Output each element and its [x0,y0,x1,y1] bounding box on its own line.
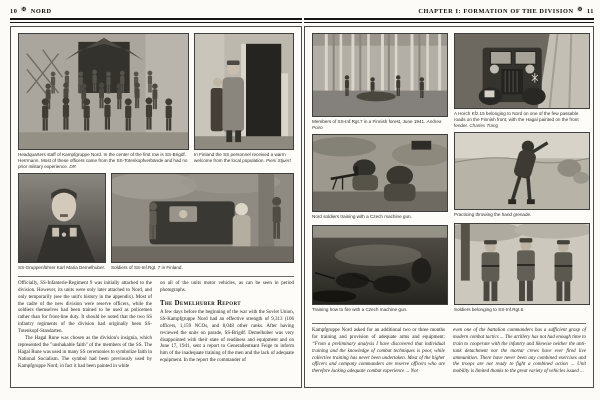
photo-horch-road [454,33,590,109]
photo-finland-welcome [194,33,294,150]
page-number-left: 10 [10,7,18,15]
cross-icon: ✠ [21,7,27,14]
demelhuber-portrait-graphic [19,174,105,262]
caption-text: In Finland the SS personnel received a warm welcome from the local population. [194,152,286,163]
caption-text: Members of SS-Inf.Rgt.7 in a Finnish forest, June 1941. [312,119,426,124]
caption-hq-staff [18,152,189,170]
body-text-left [18,281,294,371]
three-soldiers-photo-graphic [455,224,589,304]
photo-grid-left-column [312,33,448,318]
caption-text: Soldiers of SS-Inf.Rgt. 7 in Finland. [111,264,183,270]
paragraph: on all of the units motor vehicles, as can be seen in period photographs. [160,280,294,293]
photo-forest-rest [312,33,448,117]
forest-rest-photo-graphic [313,34,447,116]
section-heading: The Demelhuber Report [160,299,241,307]
photo-mg-training [312,134,448,212]
chapter-title: CHAPTER I: FORMATION OF THE DIVISION [418,7,574,15]
header-rule-left [10,18,302,23]
caption-firing-training [312,307,448,315]
photo-row-2 [18,173,294,263]
caption-horch-road [454,111,590,129]
photo-grenade-throw [454,132,590,210]
body-column-1 [312,328,445,376]
photo-credit: Charles Trang [469,122,499,128]
body-column-1 [18,281,152,371]
paragraph: The Hagal Rune was chosen as the division's insignia, which represented the "unshakable faith" of the members of the SS. The Hagal Rune was used in many SS ceremonies to symbolize faith in National Socialism. The symbol had been previously used by Kampfgruppe Nord; in fact it had been painted in white [18,336,153,369]
photo-three-soldiers [454,223,590,305]
running-header-left [10,6,302,16]
caption-text: Nord soldiers training with a Czech machine gun. [312,213,412,219]
caption-demelhuber [18,265,106,271]
horch-road-photo-graphic [455,34,589,108]
book-title: NORD [30,7,52,15]
caption-three-soldiers [454,307,590,315]
caption-text: A Horch Kfz.15 belonging to Nord on one of the few passable roads on the Finnish front, with the Hagal painted on the front fender. [454,111,579,128]
photo-car-finland [111,173,294,263]
caption-text: Training how to fire with a Czech machine gun. [312,306,408,312]
photo-grid-right-column [454,33,590,318]
report-quote: “From a preliminary analysis I have discovered that individual training and the knowledge of combat techniques is poor, while collective training has never been undertaken. Most of the higher officers and company commanders are reserve officers who are therefore lacking adequate combat experience ... Not [312,341,445,375]
report-intro: Kampfgruppe Nord asked for an additional two or three months for training and provision of adequate arms and equipment: [312,328,445,340]
caption-row-2 [18,265,294,271]
caption-finland-welcome [194,152,294,170]
paragraph: Officially, SS-Infanterie-Regiment 9 was initially attached to the division. However, its units were only later attached to Nord, and only temporarily (see the unit's history in the appendix). Most of the cadre of the new division were reserve officers, while the soldiers themselves had been trained to be used as policemen rather than for front-line duty. It should be noted that the two SS infantry regiments of the division had originally been SS-Totenkopf-Standarten. [18,280,152,335]
photo-demelhuber-portrait [18,173,106,263]
photo-grid [312,33,586,318]
paragraph: A few days before the beginning of the war with the Soviet Union, SS-Kampfgruppe Nord had an effective strength of 9,313 (106 officers, 1,159 NCOs, and 8,048 other ranks. After having reviewed the units on parade, SS-Brigdf. Demelhuber was very disappointed with their state of readiness and equipment and on June 17, 1941, sent a report to Generalleutnant Feige to inform him of the inadequate training of the men and the lack of adequate equipment. In the report the commander of [160,310,294,364]
caption-text: Headquarters staff of Kampfgruppe Nord. In the center of the first row is SS-Brigdf. Herrmann. Most of these officers came from the SS-Totenkopfverbände and had no prior military experience. [18,152,188,169]
caption-text: SS-Gruppenführer Karl Maria Demelhuber. [18,264,106,270]
firing-training-photo-graphic [313,226,447,304]
content-box-right [304,26,594,388]
header-rule-right [304,18,594,23]
body-column-2 [160,281,294,371]
paragraph [312,328,445,376]
mg-training-photo-graphic [313,135,447,211]
caption-forest-rest [312,119,448,131]
page-number-right: 11 [586,7,594,15]
photo-credit: Andrea Poiro [312,119,442,130]
car-finland-photo-graphic [112,174,293,262]
caption-text: Soldiers belonging to SS-Inf.Rgt.6. [454,307,525,312]
caption-grenade-throw [454,212,590,220]
finland-welcome-photo-graphic [195,34,293,149]
photo-credit: DR [69,163,76,169]
photo-row-1 [18,33,294,150]
caption-row-1 [18,152,294,170]
page-right [304,6,594,388]
photo-firing-training [312,225,448,305]
caption-mg-training [312,214,448,222]
body-column-2 [453,328,586,376]
running-header-right [304,6,594,16]
grenade-throw-photo-graphic [455,133,589,209]
text-divider-left [18,276,294,277]
caption-text: Practicing throwing the hand grenade. [454,212,532,217]
page-left [10,6,302,388]
hq-staff-photo-graphic [19,34,188,149]
cross-icon: ✠ [577,7,583,14]
content-box-left [10,26,302,388]
body-text-right [312,328,586,376]
photo-credit: Pieni Stjuert [266,157,291,163]
text-divider-right [312,323,586,324]
photo-hq-staff [18,33,189,150]
report-quote-continued: even one of the battalion commanders has a sufficient grasp of modern combat tactics ... The artillery has not had enough time to train to cooperate with the infantry and likewise neither the anti-tank detachment nor the mortar crews have ever fired live ammunition. There have never been any combined exercises and the troops are not ready to fight a combined action ... Unit mobility is limited thanks to the great variety of vehicles issued ... [453,328,586,375]
caption-car-finland [111,265,294,271]
